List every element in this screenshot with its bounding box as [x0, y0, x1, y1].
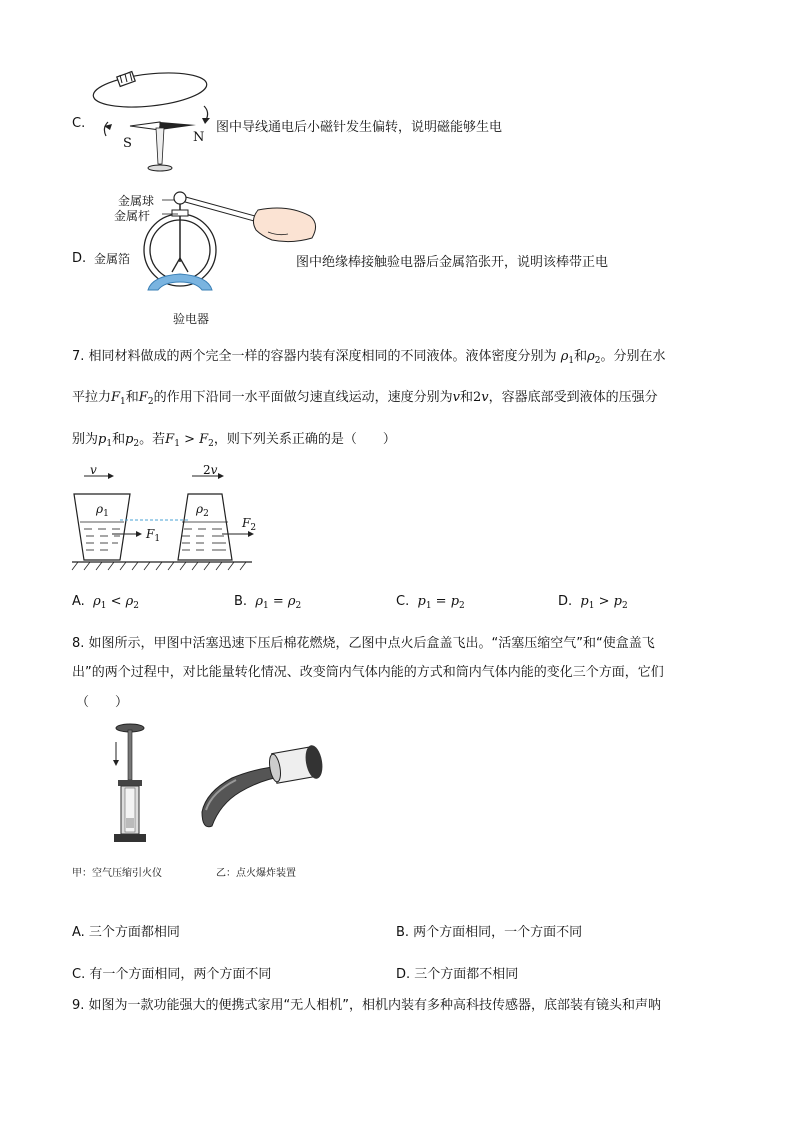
q7-line-3: 别为$p_1$和$p_2$。若$F_1 > F_2$，则下列关系正确的是（ ）	[72, 432, 396, 449]
q7-option-d[interactable]: D. $p_1 > p_2$	[558, 594, 628, 611]
q7-line-1: 7. 相同材料做成的两个完全一样的容器内装有深度相同的不同液体。液体密度分别为 $\rho_1$和$\rho_2$。分别在水	[72, 349, 666, 366]
q8-option-a[interactable]: A. 三个方面都相同	[72, 925, 180, 940]
coil-compass-figure	[92, 68, 212, 178]
south-pole-label: S	[123, 136, 132, 151]
q8-line-3: （ ）	[76, 695, 129, 710]
option-c-label: C.	[72, 116, 86, 131]
option-d-text: 图中绝缘棒接触验电器后金属箔张开，说明该棒带正电	[296, 255, 609, 270]
metal-foil-label: 金属箔	[94, 252, 131, 266]
q7-option-b[interactable]: B. $\rho_1 = \rho_2$	[234, 594, 302, 611]
electroscope-label: 验电器	[173, 312, 210, 326]
q8-option-c[interactable]: C. 有一个方面相同，两个方面不同	[72, 967, 272, 982]
q7-line-2: 平拉力$F_1$和$F_2$的作用下沿同一水平面做匀速直线运动，速度分别为v和2v，容器底部受到液体的压强分	[72, 390, 658, 407]
q7-option-a[interactable]: A. $\rho_1 < \rho_2$	[72, 594, 139, 611]
option-d-label: D.	[72, 251, 87, 266]
q8-option-b[interactable]: B. 两个方面相同，一个方面不同	[396, 925, 583, 940]
q9-line-1: 9. 如图为一款功能强大的便携式家用“无人相机”，相机内装有多种高科技传感器，底部装有镜头和声呐	[72, 998, 662, 1013]
fig-velocity-1: v	[90, 463, 97, 477]
fig-force-1: $F_1$	[146, 527, 161, 544]
figure-caption-jia: 甲：空气压缩引火仪	[72, 868, 162, 879]
air-compression-igniter-figure	[106, 722, 156, 852]
ignition-explosion-device-figure	[196, 742, 326, 832]
fig-rho-1: $\rho_1$	[96, 502, 109, 519]
figure-caption-yi: 乙：点火爆炸装置	[216, 868, 296, 879]
q8-line-1: 8. 如图所示，甲图中活塞迅速下压后棉花燃烧，乙图中点火后盒盖飞出。“活塞压缩空气”和“使盒盖飞	[72, 636, 655, 651]
fig-velocity-2: 2v	[203, 463, 218, 477]
option-c-text: 图中导线通电后小磁针发生偏转，说明磁能够生电	[216, 120, 503, 135]
metal-rod-label: 金属杆	[114, 209, 151, 223]
fig-force-2: $F_2$	[242, 516, 257, 533]
north-pole-label: N	[193, 130, 205, 145]
q7-option-c[interactable]: C. $p_1 = p_2$	[396, 594, 465, 611]
q8-option-d[interactable]: D. 三个方面都不相同	[396, 967, 519, 982]
metal-ball-label: 金属球	[118, 194, 155, 208]
fig-rho-2: $\rho_2$	[196, 502, 209, 519]
q8-line-2: 出”的两个过程中，对比能量转化情况、改变筒内气体内能的方式和筒内气体内能的变化三个方面，它们	[72, 665, 664, 680]
